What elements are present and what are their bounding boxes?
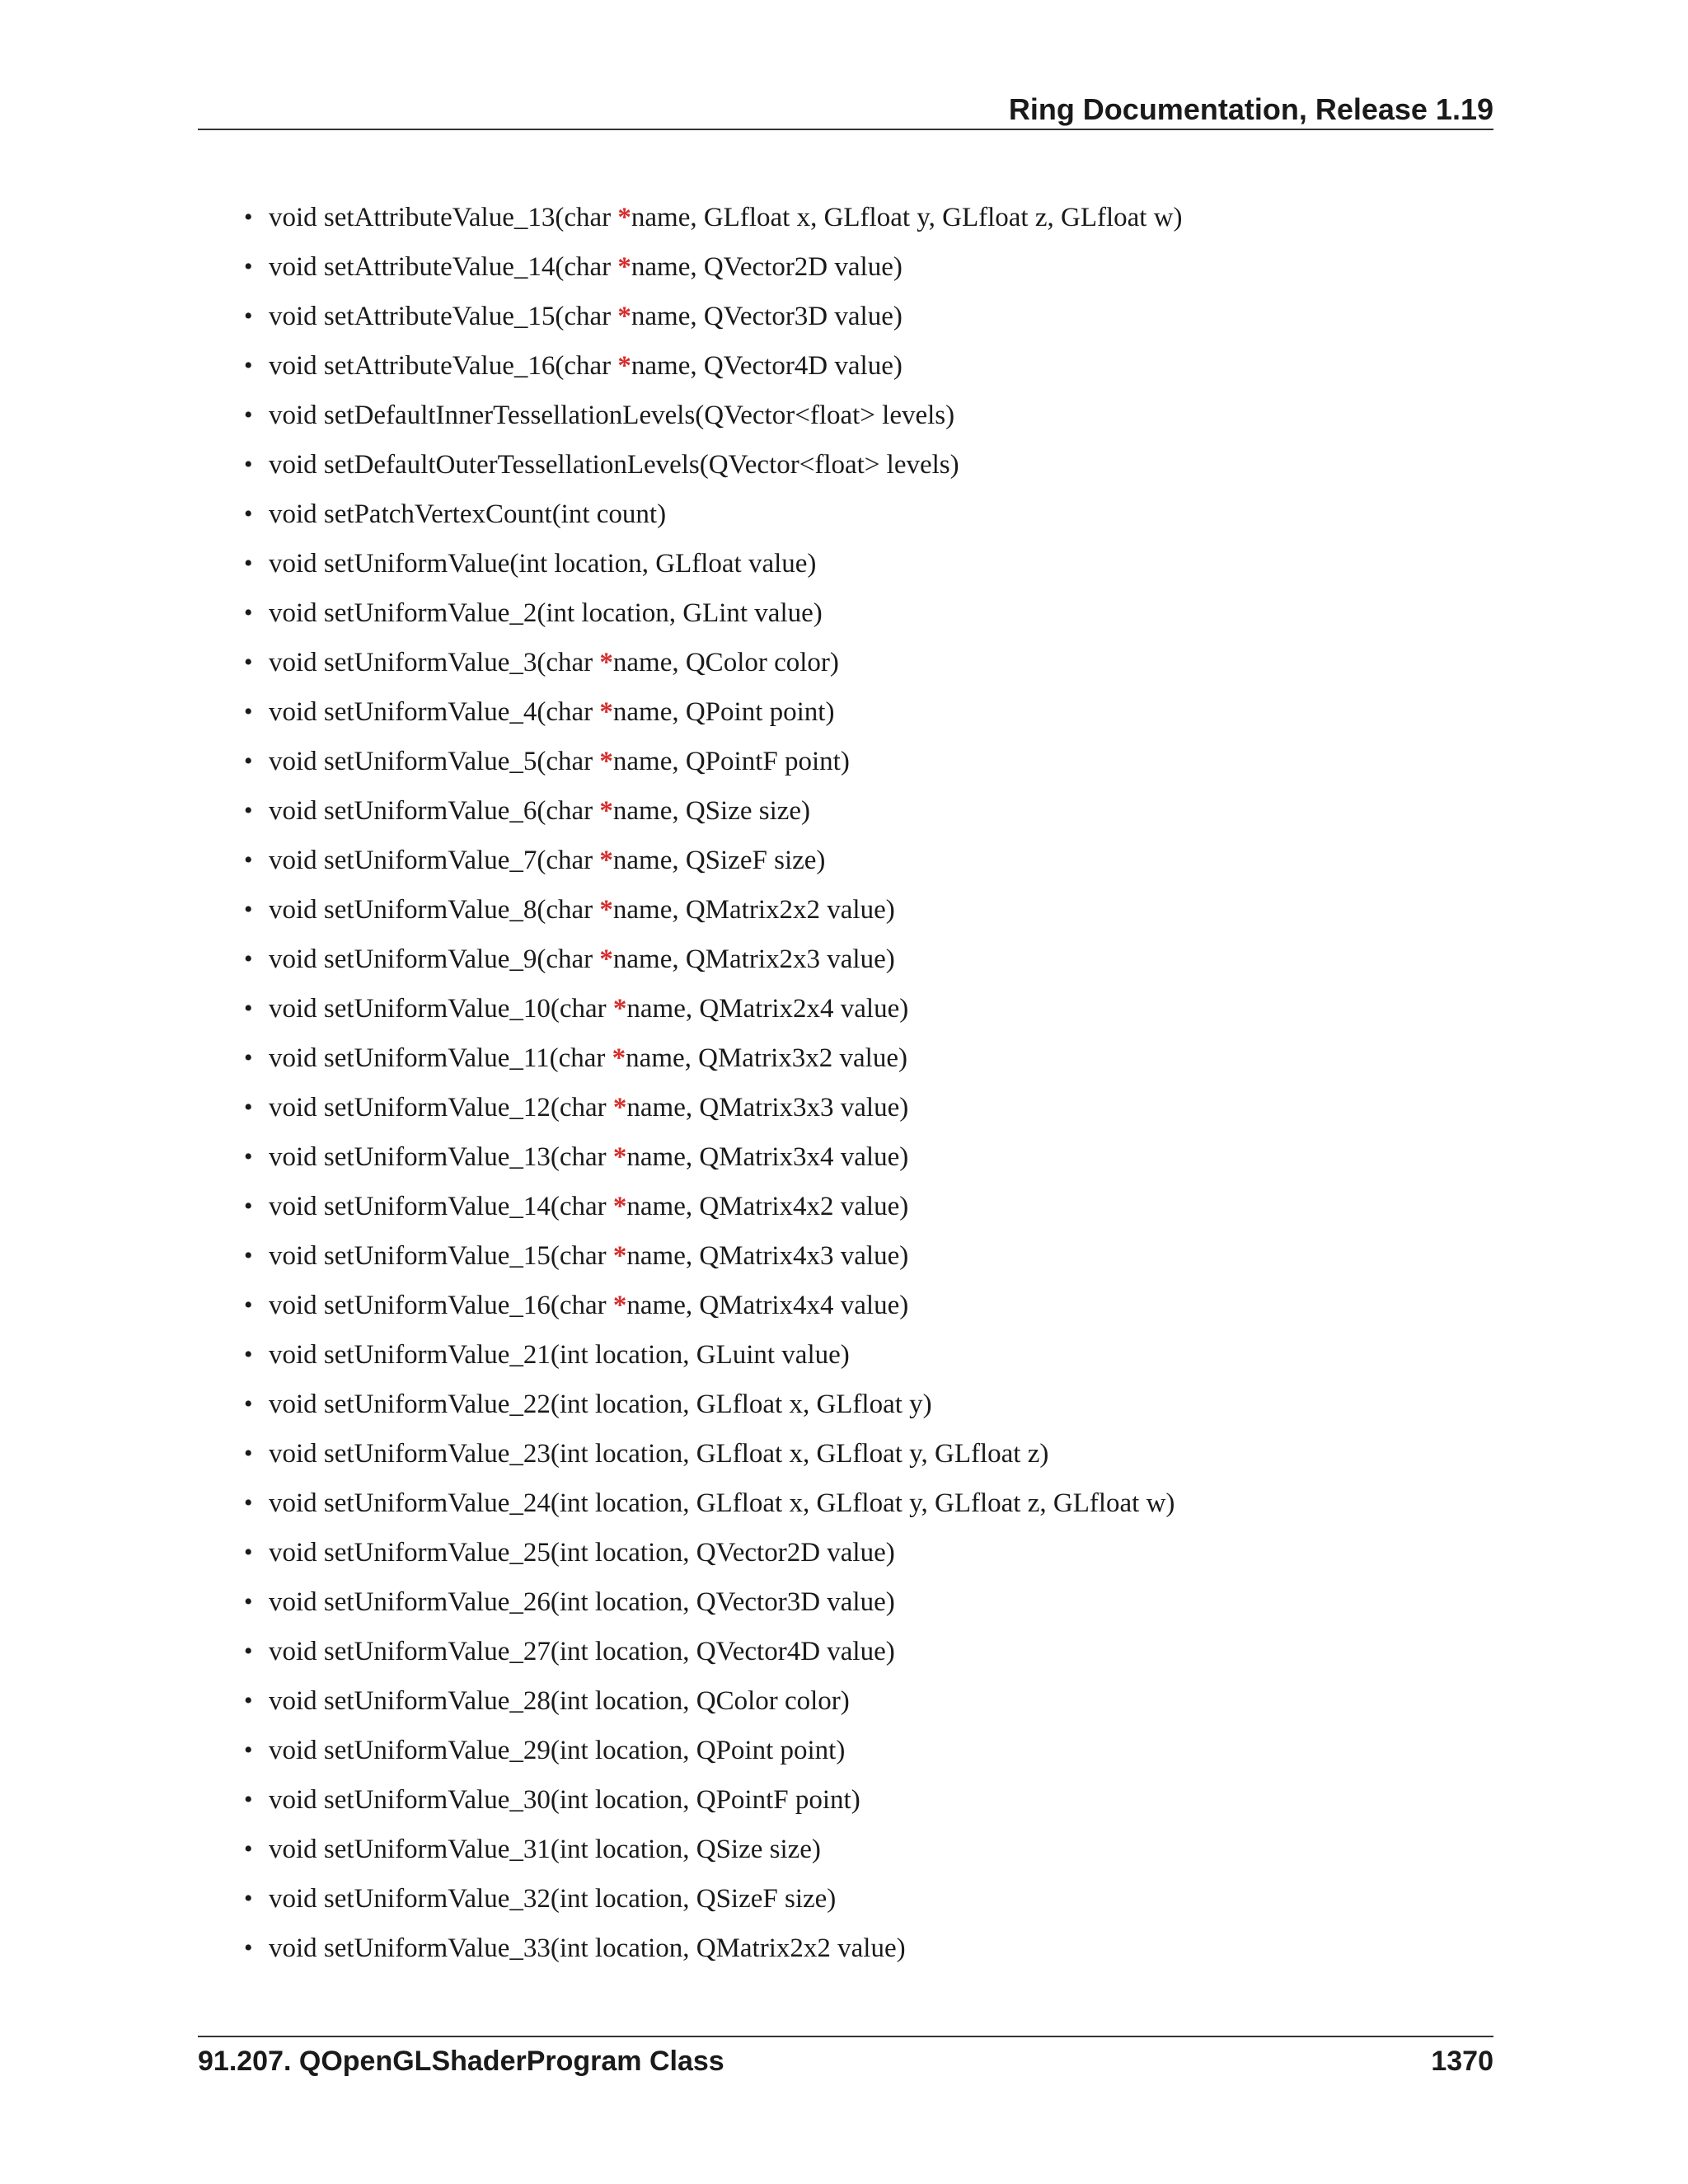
signature-text: void setDefaultOuterTessellationLevels(QVector<float> levels) — [269, 450, 959, 480]
pointer-star: * — [612, 1241, 627, 1271]
signature-text: void setUniformValue_2(int location, GLint value) — [269, 598, 823, 628]
bullet-icon: • — [244, 1588, 253, 1615]
list-item — [244, 1530, 1480, 1579]
signature-text-rest: name, QSize size) — [612, 796, 811, 826]
bullet-icon: • — [244, 302, 253, 330]
bullet-icon: • — [244, 698, 253, 725]
signature-text: void setUniformValue_30(int location, QPointF point) — [269, 1785, 860, 1815]
document-title: Ring Documentation, Release 1.19 — [1008, 92, 1493, 126]
pointer-star: * — [612, 1192, 627, 1221]
bullet-icon: • — [244, 995, 253, 1022]
list-item — [244, 244, 1480, 293]
list-item — [244, 738, 1480, 788]
bullet-icon: • — [244, 748, 253, 775]
signature-text-rest: name, QMatrix3x3 value) — [626, 1093, 909, 1122]
list-item — [244, 491, 1480, 541]
signature-text-rest: name, QColor color) — [612, 648, 839, 677]
signature-text: void setAttributeValue_16(char — [269, 351, 618, 381]
list-item — [244, 442, 1480, 491]
signature-text: void setUniformValue_23(int location, GLfloat x, GLfloat y, GLfloat z) — [269, 1439, 1049, 1469]
signature-text: void setUniformValue_15(char — [269, 1241, 613, 1271]
pointer-star: * — [612, 1291, 627, 1320]
list-item — [244, 837, 1480, 887]
bullet-icon: • — [244, 1143, 253, 1170]
signature-text-rest: name, QVector2D value) — [631, 252, 903, 282]
signature-text: void setUniformValue_32(int location, QSizeF size) — [269, 1884, 837, 1914]
bullet-icon: • — [244, 451, 253, 478]
signature-text: void setUniformValue_14(char — [269, 1192, 613, 1221]
pointer-star: * — [617, 203, 631, 232]
list-item — [244, 1431, 1480, 1480]
signature-text: void setUniformValue_25(int location, QVector2D value) — [269, 1538, 895, 1568]
bullet-icon: • — [244, 1440, 253, 1467]
signature-text-rest: name, QVector4D value) — [631, 351, 903, 381]
list-item — [244, 640, 1480, 689]
pointer-star: * — [612, 1093, 627, 1122]
bullet-icon: • — [244, 352, 253, 379]
list-item — [244, 788, 1480, 837]
list-item — [244, 194, 1480, 244]
signature-text: void setAttributeValue_15(char — [269, 302, 618, 331]
method-list-container — [244, 194, 1480, 1975]
pointer-star: * — [599, 846, 613, 875]
list-item — [244, 986, 1480, 1035]
signature-text-rest: name, QVector3D value) — [631, 302, 903, 331]
bullet-icon: • — [244, 1934, 253, 1961]
list-item — [244, 1826, 1480, 1876]
page-header — [198, 89, 1493, 130]
signature-text: void setUniformValue_16(char — [269, 1291, 613, 1320]
bullet-icon: • — [244, 1885, 253, 1912]
list-item — [244, 1727, 1480, 1777]
pointer-star: * — [612, 994, 627, 1024]
signature-text-rest: name, QMatrix2x4 value) — [626, 994, 909, 1024]
signature-text: void setUniformValue_21(int location, GLuint value) — [269, 1340, 850, 1370]
signature-text: void setUniformValue_4(char — [269, 697, 600, 727]
pointer-star: * — [617, 302, 631, 331]
page-footer — [198, 2036, 1493, 2087]
list-item — [244, 590, 1480, 640]
bullet-icon: • — [244, 1489, 253, 1516]
signature-text: void setUniformValue_7(char — [269, 846, 600, 875]
signature-text: void setUniformValue_6(char — [269, 796, 600, 826]
bullet-icon: • — [244, 1242, 253, 1269]
bullet-icon: • — [244, 846, 253, 874]
pointer-star: * — [612, 1142, 627, 1172]
bullet-icon: • — [244, 401, 253, 429]
bullet-icon: • — [244, 253, 253, 280]
list-item — [244, 392, 1480, 442]
method-list — [244, 194, 1480, 1975]
list-item — [244, 1777, 1480, 1826]
list-item — [244, 689, 1480, 738]
list-item — [244, 1085, 1480, 1134]
bullet-icon: • — [244, 599, 253, 626]
pointer-star: * — [599, 796, 613, 826]
list-item — [244, 1381, 1480, 1431]
signature-text: void setUniformValue_22(int location, GLfloat x, GLfloat y) — [269, 1390, 932, 1419]
list-item — [244, 887, 1480, 936]
signature-text: void setUniformValue_5(char — [269, 747, 600, 776]
list-item — [244, 343, 1480, 392]
bullet-icon: • — [244, 550, 253, 577]
list-item — [244, 1579, 1480, 1629]
list-item — [244, 1480, 1480, 1530]
signature-text-rest: name, QMatrix3x2 value) — [626, 1043, 907, 1073]
signature-text: void setUniformValue(int location, GLfloat value) — [269, 549, 817, 579]
signature-text-rest: name, QMatrix2x2 value) — [612, 895, 895, 925]
bullet-icon: • — [244, 1094, 253, 1121]
list-item — [244, 1629, 1480, 1678]
signature-text: void setUniformValue_26(int location, QVector3D value) — [269, 1587, 895, 1617]
bullet-icon: • — [244, 1193, 253, 1220]
pointer-star: * — [599, 697, 613, 727]
signature-text-rest: name, GLfloat x, GLfloat y, GLfloat z, GLfloat w) — [631, 203, 1183, 232]
bullet-icon: • — [244, 1638, 253, 1665]
bullet-icon: • — [244, 649, 253, 676]
bullet-icon: • — [244, 204, 253, 231]
signature-text-rest: name, QMatrix4x4 value) — [626, 1291, 909, 1320]
bullet-icon: • — [244, 1736, 253, 1764]
signature-text: void setUniformValue_9(char — [269, 944, 600, 974]
bullet-icon: • — [244, 1539, 253, 1566]
list-item — [244, 1678, 1480, 1727]
bullet-icon: • — [244, 1044, 253, 1071]
signature-text-rest: name, QPointF point) — [612, 747, 850, 776]
signature-text: void setUniformValue_8(char — [269, 895, 600, 925]
bullet-icon: • — [244, 1835, 253, 1863]
pointer-star: * — [599, 895, 613, 925]
page-number: 1370 — [1431, 2046, 1493, 2077]
list-item — [244, 1925, 1480, 1975]
pointer-star: * — [599, 944, 613, 974]
bullet-icon: • — [244, 500, 253, 527]
signature-text: void setUniformValue_24(int location, GLfloat x, GLfloat y, GLfloat z, GLfloat w) — [269, 1488, 1175, 1518]
bullet-icon: • — [244, 1786, 253, 1813]
list-item — [244, 1332, 1480, 1381]
section-title: 91.207. QOpenGLShaderProgram Class — [198, 2046, 724, 2077]
list-item — [244, 1035, 1480, 1085]
bullet-icon: • — [244, 797, 253, 824]
signature-text: void setAttributeValue_14(char — [269, 252, 618, 282]
signature-text: void setUniformValue_31(int location, QSize size) — [269, 1835, 821, 1864]
list-item — [244, 1282, 1480, 1332]
list-item — [244, 1183, 1480, 1233]
signature-text-rest: name, QPoint point) — [612, 697, 835, 727]
signature-text: void setUniformValue_28(int location, QColor color) — [269, 1686, 850, 1716]
signature-text: void setUniformValue_33(int location, QMatrix2x2 value) — [269, 1933, 906, 1963]
signature-text: void setUniformValue_3(char — [269, 648, 600, 677]
signature-text: void setUniformValue_29(int location, QPoint point) — [269, 1736, 846, 1765]
list-item — [244, 1134, 1480, 1183]
signature-text: void setDefaultInnerTessellationLevels(QVector<float> levels) — [269, 401, 955, 430]
list-item — [244, 1876, 1480, 1925]
pointer-star: * — [599, 747, 613, 776]
bullet-icon: • — [244, 1390, 253, 1418]
list-item — [244, 541, 1480, 590]
pointer-star: * — [612, 1043, 626, 1073]
list-item — [244, 936, 1480, 986]
signature-text-rest: name, QSizeF size) — [612, 846, 826, 875]
signature-text: void setPatchVertexCount(int count) — [269, 499, 667, 529]
bullet-icon: • — [244, 1341, 253, 1368]
signature-text: void setUniformValue_11(char — [269, 1043, 612, 1073]
pointer-star: * — [617, 351, 631, 381]
bullet-icon: • — [244, 1687, 253, 1714]
list-item — [244, 1233, 1480, 1282]
signature-text: void setUniformValue_13(char — [269, 1142, 613, 1172]
signature-text-rest: name, QMatrix4x2 value) — [626, 1192, 909, 1221]
bullet-icon: • — [244, 896, 253, 923]
signature-text-rest: name, QMatrix2x3 value) — [612, 944, 895, 974]
signature-text: void setUniformValue_10(char — [269, 994, 613, 1024]
pointer-star: * — [599, 648, 613, 677]
signature-text-rest: name, QMatrix4x3 value) — [626, 1241, 909, 1271]
signature-text-rest: name, QMatrix3x4 value) — [626, 1142, 909, 1172]
list-item — [244, 293, 1480, 343]
signature-text: void setUniformValue_12(char — [269, 1093, 613, 1122]
bullet-icon: • — [244, 945, 253, 972]
bullet-icon: • — [244, 1291, 253, 1319]
signature-text: void setUniformValue_27(int location, QVector4D value) — [269, 1637, 895, 1666]
pointer-star: * — [617, 252, 631, 282]
signature-text: void setAttributeValue_13(char — [269, 203, 618, 232]
